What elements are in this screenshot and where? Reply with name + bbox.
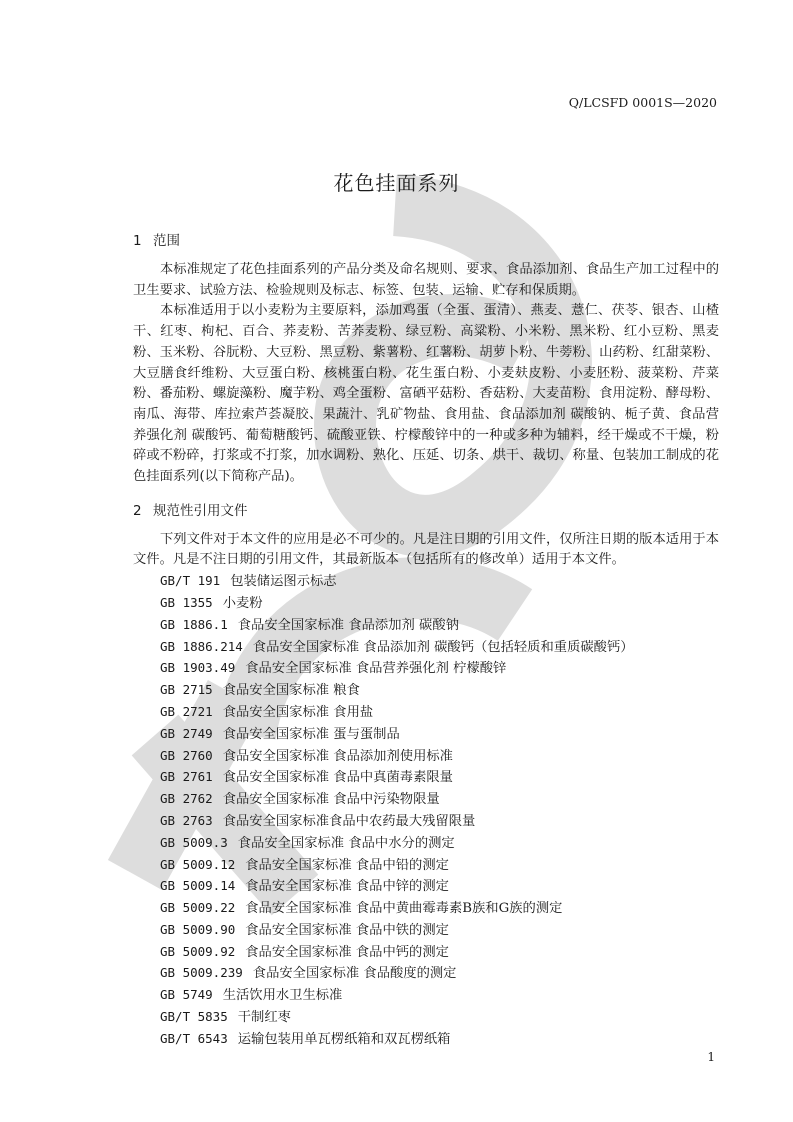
reference-item <box>133 811 719 833</box>
reference-title: 包装储运图示标志 <box>230 574 337 590</box>
reference-title: 食品安全国家标准 食品添加剂 碳酸钠 <box>237 617 459 633</box>
section-number: 2 <box>133 502 142 519</box>
paragraph: 下列文件对于本文件的应用是必不可少的。凡是注日期的引用文件，仅所注日期的版本适用于本文件。凡是不注日期的引用文件，其最新版本（包括所有的修改单）适用于本文件。 <box>133 531 719 568</box>
reference-title: 食品安全国家标准食品中农药最大残留限量 <box>222 813 476 829</box>
section-scope <box>133 230 719 488</box>
reference-code: GB 1903.49 <box>160 660 236 676</box>
reference-list <box>133 571 719 1051</box>
reference-item <box>133 833 719 855</box>
section-number: 1 <box>133 233 142 249</box>
reference-code: GB 2761 <box>160 769 213 785</box>
section-heading <box>133 500 719 522</box>
reference-item <box>133 680 719 702</box>
reference-item <box>133 876 719 898</box>
reference-code: GB 2721 <box>160 703 213 719</box>
paragraph: 本标准规定了花色挂面系列的产品分类及命名规则、要求、食品添加剂、食品生产加工过程中的卫生要求、试验方法、检验规则及标志、标签、包装、运输、贮存和保质期。 <box>133 262 719 298</box>
reference-title: 食品安全国家标准 食品酸度的测定 <box>252 966 457 982</box>
reference-title: 干制红枣 <box>237 1010 291 1026</box>
reference-title: 食品安全国家标准 食品中锌的测定 <box>245 879 449 895</box>
reference-title: 食品安全国家标准 食品中钙的测定 <box>245 944 449 960</box>
reference-code: GB/T 191 <box>160 573 221 589</box>
reference-title: 食品安全国家标准 食品中铅的测定 <box>245 857 449 873</box>
reference-code: GB 2760 <box>160 747 213 763</box>
reference-code: GB/T 6543 <box>160 1030 228 1046</box>
reference-item <box>133 746 719 768</box>
section-normative-references <box>133 500 719 1051</box>
reference-item <box>133 571 719 593</box>
document-body <box>133 230 719 1051</box>
reference-item <box>133 702 719 724</box>
reference-title: 食品安全国家标准 蛋与蛋制品 <box>222 726 400 742</box>
reference-code: GB 5009.3 <box>160 834 228 850</box>
reference-code: GB 2749 <box>160 725 213 741</box>
reference-item <box>133 855 719 877</box>
reference-code: GB 5009.92 <box>160 943 236 959</box>
section-heading <box>133 230 719 252</box>
reference-item <box>133 1007 719 1029</box>
reference-code: GB 2763 <box>160 812 213 828</box>
reference-code: GB 1886.214 <box>160 638 243 654</box>
reference-item <box>133 898 719 920</box>
section-title: 规范性引用文件 <box>153 502 248 519</box>
reference-code: GB 1355 <box>160 594 213 610</box>
reference-title: 食品安全国家标准 粮食 <box>222 683 360 699</box>
reference-title: 食品安全国家标准 食品添加剂 碳酸钙（包括轻质和重质碳酸钙） <box>252 639 634 655</box>
reference-title: 食品安全国家标准 食品添加剂使用标准 <box>222 748 453 764</box>
reference-item <box>133 1029 719 1051</box>
reference-item <box>133 985 719 1007</box>
document-code: Q/LCSFD 0001S—2020 <box>568 95 717 110</box>
reference-code: GB/T 5835 <box>160 1009 228 1025</box>
paragraph: 本标准适用于以小麦粉为主要原料，添加鸡蛋（全蛋、蛋清）、燕麦、薏仁、茯苓、银杏、山楂干、红枣、枸杞、百合、荞麦粉、苦荞麦粉、绿豆粉、高粱粉、小米粉、黑米粉、红小豆粉、黑麦粉、玉米粉、谷朊粉、大豆粉、黑豆粉、紫薯粉、红薯粉、胡萝卜粉、牛蒡粉、山药粉、红甜菜粉、大豆膳食纤维粉、大豆蛋白粉、核桃蛋白粉、花生蛋白粉、小麦麸皮粉、小麦胚粉、菠菜粉、芹菜粉、番茄粉、螺旋藻粉、魔芋粉、鸡全蛋粉、富硒平菇粉、香菇粉、大麦苗粉、食用淀粉、酵母粉、南瓜、海带、库拉索芦荟凝胶、果蔬汁、乳矿物盐、食用盐、食品添加剂 碳酸钠、栀子黄、食品营养强化剂 碳酸钙、葡萄糖酸钙、硫酸亚铁、柠檬酸锌中的一种或多种为辅料，经干燥或不干燥，粉碎或不粉碎，打浆或不打浆，加水调粉、熟化、压延、切条、烘干、裁切、称量、包装加工制成的花色挂面系列(以下简称产品)。 <box>133 303 719 485</box>
page-number: 1 <box>707 1050 715 1064</box>
reference-title: 食品安全国家标准 食品中黄曲霉毒素B族和G族的测定 <box>245 901 563 917</box>
reference-code: GB 2762 <box>160 791 213 807</box>
reference-title: 食品安全国家标准 食品中污染物限量 <box>222 792 440 808</box>
reference-code: GB 5009.14 <box>160 878 236 894</box>
reference-code: GB 2715 <box>160 682 213 698</box>
reference-title: 食品安全国家标准 食品中铁的测定 <box>245 922 449 938</box>
reference-item <box>133 789 719 811</box>
reference-item <box>133 593 719 615</box>
reference-item <box>133 920 719 942</box>
document-title: 花色挂面系列 <box>333 171 460 195</box>
reference-code: GB 5009.22 <box>160 900 236 916</box>
reference-code: GB 5009.90 <box>160 921 236 937</box>
reference-code: GB 5749 <box>160 987 213 1003</box>
reference-title: 食品安全国家标准 食品中真菌毒素限量 <box>222 770 453 786</box>
reference-code: GB 5009.12 <box>160 856 236 872</box>
reference-title: 生活饮用水卫生标准 <box>222 988 343 1004</box>
reference-item <box>133 658 719 680</box>
reference-title: 食品安全国家标准 食品中水分的测定 <box>237 835 455 851</box>
reference-code: GB 5009.239 <box>160 965 243 981</box>
reference-title: 运输包装用单瓦楞纸箱和双瓦楞纸箱 <box>237 1031 451 1047</box>
reference-item <box>133 637 719 659</box>
reference-item <box>133 963 719 985</box>
section-title: 范围 <box>153 233 180 249</box>
reference-title: 食品安全国家标准 食用盐 <box>222 704 374 720</box>
reference-title: 小麦粉 <box>222 595 263 611</box>
reference-item <box>133 615 719 637</box>
reference-item <box>133 724 719 746</box>
reference-item <box>133 942 719 964</box>
reference-code: GB 1886.1 <box>160 616 228 632</box>
reference-title: 食品安全国家标准 食品营养强化剂 柠檬酸锌 <box>245 661 507 677</box>
reference-item <box>133 767 719 789</box>
